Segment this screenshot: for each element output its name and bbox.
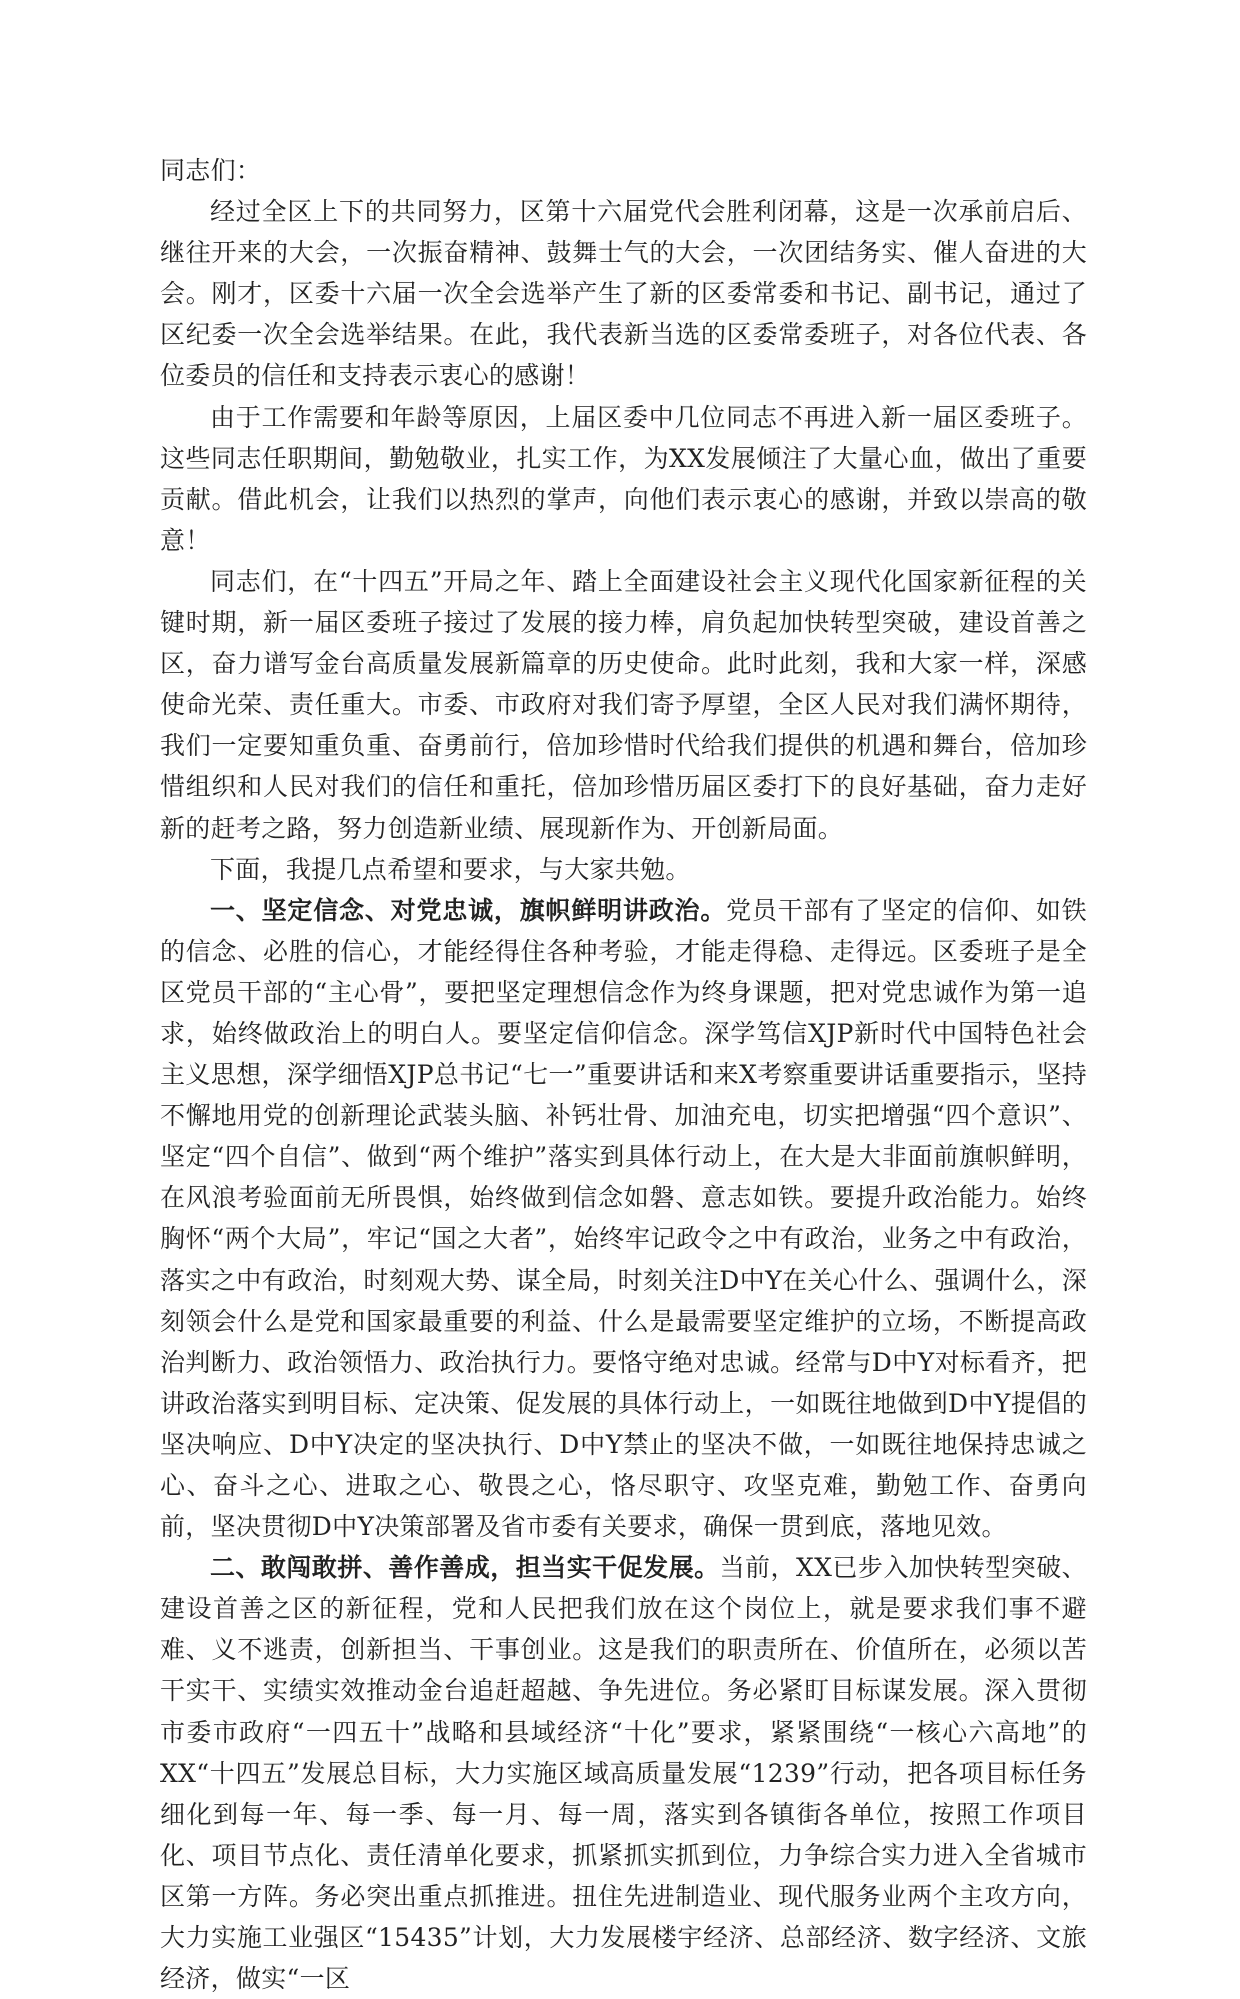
paragraph-text: 党员干部有了坚定的信仰、如铁的信念、必胜的信心，才能经得住各种考验，才能走得稳、走得远。区委班子是全区党员干部的“主心骨”，要把坚定理想信念作为终身课题，把对党忠诚作为第一追求，始终做政治上的明白人。要坚定信仰信念。深学笃信XJP新时代中国特色社会主义思想，深学细悟XJP总书记“七一”重要讲话和来X考察重要讲话重要指示，坚持不懈地用党的创新理论武装头脑、补钙壮骨、加油充电，切实把增强“四个意识”、坚定“四个自信”、做到“两个维护”落实到具体行动上，在大是大非面前旗帜鲜明，在风浪考验面前无所畏惧，始终做到信念如磐、意志如铁。要提升政治能力。始终胸怀“两个大局”，牢记“国之大者”，始终牢记政令之中有政治，业务之中有政治，落实之中有政治，时刻观大势、谋全局，时刻关注D中Y在关心什么、强调什么，深刻领会什么是党和国家最重要的利益、什么是最需要坚定维护的立场，不断提高政治判断力、政治领悟力、政治执行力。要恪守绝对忠诚。经常与D中Y对标看齐，把讲政治落实到明目标、定决策、促发展的具体行动上，一如既往地做到D中Y提倡的坚决响应、D中Y决定的坚决执行、D中Y禁止的坚决不做，一如既往地保持忠诚之心、奋斗之心、进取之心、敬畏之心，恪尽职守、攻坚克难，勤勉工作、奋勇向前，坚决贯彻D中Y决策部署及省市委有关要求，确保一贯到底，落地见效。 bbox=[160, 895, 1087, 1542]
section-heading-1: 一、坚定信念、对党忠诚，旗帜鲜明讲政治。 bbox=[210, 895, 727, 925]
paragraph-mission bbox=[160, 561, 1087, 849]
paragraph-thanks-retirees bbox=[160, 397, 1087, 561]
paragraph-section-1 bbox=[160, 890, 1087, 1548]
paragraph-text: 经过全区上下的共同努力，区第十六届党代会胜利闭幕，这是一次承前启后、继往开来的大会，一次振奋精神、鼓舞士气的大会，一次团结务实、催人奋进的大会。刚才，区委十六届一次全会选举产生了新的区委常委和书记、副书记，通过了区纪委一次全会选举结果。在此，我代表新当选的区委常委班子，对各位代表、各位委员的信任和支持表示衷心的感谢！ bbox=[160, 197, 1087, 391]
salutation: 同志们： bbox=[160, 156, 262, 185]
paragraph-text: 同志们，在“十四五”开局之年、踏上全面建设社会主义现代化国家新征程的关键时期，新一届区委班子接过了发展的接力棒，肩负起加快转型突破，建设首善之区，奋力谱写金台高质量发展新篇章的历史使命。此时此刻，我和大家一样，深感使命光荣、责任重大。市委、市政府对我们寄予厚望，全区人民对我们满怀期待，我们一定要知重负重、奋勇前行，倍加珍惜时代给我们提供的机遇和舞台，倍加珍惜组织和人民对我们的信任和重托，倍加珍惜历届区委打下的良好基础，奋力走好新的赶考之路，努力创造新业绩、展现新作为、开创新局面。 bbox=[160, 566, 1087, 843]
paragraph-section-2 bbox=[160, 1547, 1087, 1999]
document-page bbox=[160, 150, 1087, 1999]
paragraph-intro-requirements bbox=[160, 849, 1087, 890]
paragraph-opening bbox=[160, 191, 1087, 396]
paragraph-text: 当前，XX已步入加快转型突破、建设首善之区的新征程，党和人民把我们放在这个岗位上，就是要求我们事不避难、义不逃责，创新担当、干事创业。这是我们的职责所在、价值所在，必须以苦干实干、实绩实效推动金台追赶超越、争先进位。务必紧盯目标谋发展。深入贯彻市委市政府“一四五十”战略和县域经济“十化”要求，紧紧围绕“一核心六高地”的XX“十四五”发展总目标，大力实施区域高质量发展“1239”行动，把各项目标任务细化到每一年、每一季、每一月、每一周，落实到各镇街各单位，按照工作项目化、项目节点化、责任清单化要求，抓紧抓实抓到位，力争综合实力进入全省城市区第一方阵。务必突出重点抓推进。扭住先进制造业、现代服务业两个主攻方向，大力实施工业强区“15435”计划，大力发展楼宇经济、总部经济、数字经济、文旅经济，做实“一区 bbox=[160, 1553, 1087, 1994]
paragraph-text: 下面，我提几点希望和要求，与大家共勉。 bbox=[210, 854, 691, 884]
section-heading-2: 二、敢闯敢拼、善作善成，担当实干促发展。 bbox=[210, 1553, 720, 1583]
paragraph-text: 由于工作需要和年龄等原因，上届区委中几位同志不再进入新一届区委班子。这些同志任职期间，勤勉敬业，扎实工作，为XX发展倾注了大量心血，做出了重要贡献。借此机会，让我们以热烈的掌声，向他们表示衷心的感谢，并致以崇高的敬意！ bbox=[160, 402, 1087, 555]
